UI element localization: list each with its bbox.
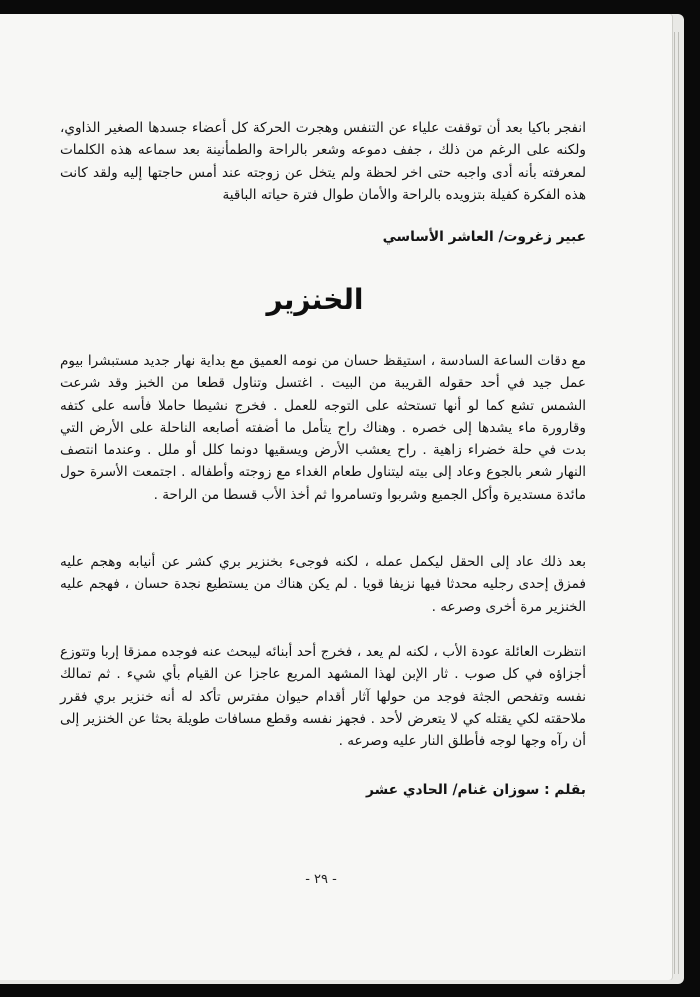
story1-author: عبير زغروت/ العاشر الأساسي [382,229,586,245]
story2-title: الخنزير [266,283,364,316]
document-page [0,14,672,980]
story2-author: بقلم : سوزان غنام/ الحادي عشر [366,782,586,798]
page-edge-line [674,32,675,974]
story2-paragraph-1: مع دقات الساعة السادسة ، استيقظ حسان من نومه العميق مع بداية نهار جديد مستبشرا بيوم عمل جيد في أحد حقوله القريبة من البيت . اغتسل وتناول قطعا من الخبز وقد شرعت الشمس تشع كما لو أنها تستحثه على التوجه للعمل . فخرج نشيطا حاملا فأسه على كتفه وقارورة ماء يشدها إلى خصره . وهناك راح يتأمل ما أضفته أصابعه الناحلة على الأرض التي بدت في حلة خضراء زاهية . راح يعشب الأرض ويسقيها دونما كلل أو ملل . وعندما انتصف النهار شعر بالجوع وعاد إلى بيته ليتناول طعام الغداء مع زوجته وأطفاله . اجتمعت الأسرة حول مائدة مستديرة وأكل الجميع وشربوا وتسامروا ثم أخذ الأب قسطا من الراحة . [60,353,586,503]
page-edge-line [678,32,679,974]
story1-paragraph: انفجر باكيا بعد أن توقفت علياء عن التنفس وهجرت الحركة كل أعضاء جسدها الصغير الذاوي، ولكنه على الرغم من ذلك ، جفف دموعه وشعر بالراحة والطمأنينة بعد سماعه هذه الكلمات لمعرفته بأنه أدى واجبه حتى اخر لحظة ولم يتخل عن زوجته عند أمس حاجتها إليه ولقد كانت هذه الفكرة كفيلة بتزويده بالراحة والأمان طوال فترة حياته الباقية [60,120,586,203]
story2-paragraph-2: بعد ذلك عاد إلى الحقل ليكمل عمله ، لكنه فوجىء بخنزير بري كشر عن أنيابه وهجم عليه فمزق إحدى رجليه محدثا فيها نزيفا قويا . لم يكن هناك من يستطيع نجدة حسان ، فهجم عليه الخنزير مرة أخرى وصرعه . [60,554,586,615]
page-number: - ٢٩ - [305,872,337,887]
story2-paragraph-3: انتظرت العائلة عودة الأب ، لكنه لم يعد ، فخرج أحد أبنائه ليبحث عنه فوجده ممزقا إربا وتتوزع أجزاؤه في كل صوب . ثار الإبن لهذا المشهد المريع عاجزا عن القيام بأي شيء . ثم تمالك نفسه وتفحص الجثة فوجد من حولها آثار أقدام حيوان مفترس تأكد له أنه خنزير بري فقرر ملاحقته لكي يقتله كي لا يتعرض لأحد . فجهز نفسه وقطع مسافات طويلة بحثا عن الخنزير إلى أن رآه وجها لوجه فأطلق النار عليه وصرعه . [60,644,586,750]
